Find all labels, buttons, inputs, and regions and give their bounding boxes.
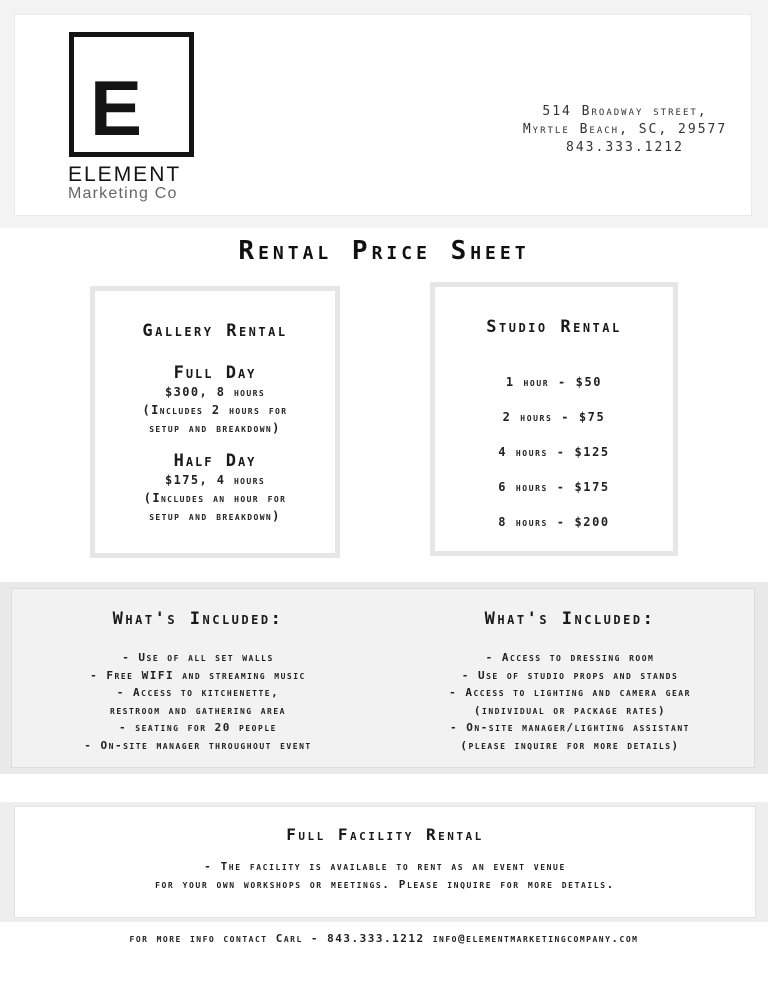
facility-line-2: for your own workshops or meetings. Please inquire for more details. — [155, 878, 615, 891]
half-day-price: $175, 4 hours — [164, 473, 266, 487]
list-item: - Use of all set walls — [122, 651, 274, 664]
address-city: Myrtle Beach, SC, 29577 — [522, 122, 728, 137]
rate-row: 4 hours - $125 — [498, 445, 610, 459]
studio-title: Studio Rental — [486, 317, 622, 337]
rate-row: 1 hour - $50 — [505, 375, 603, 389]
footer-contact: for more info contact Carl - 843.333.1212 info@elementmarketingcompany.com — [129, 932, 639, 945]
list-item: - Free WIFI and streaming music — [90, 668, 306, 682]
facility-title: Full Facility Rental — [286, 825, 484, 844]
included-panel — [11, 588, 755, 768]
full-day-note-2: setup and breakdown) — [149, 421, 281, 435]
logo-letter: E — [90, 64, 143, 152]
gallery-title: Gallery Rental — [142, 321, 288, 341]
header-card — [14, 14, 752, 216]
list-item: - On-site manager/lighting assistant — [449, 721, 691, 735]
full-day-note-1: (Includes 2 hours for — [142, 403, 288, 417]
half-day-label: Half Day — [173, 451, 257, 471]
studio-rental-card — [430, 282, 678, 556]
list-item: restroom and gathering area — [110, 703, 286, 717]
included-band — [0, 582, 768, 774]
address-block — [505, 103, 745, 157]
list-item: - Access to dressing room — [485, 651, 655, 664]
company-subtitle: Marketing Co — [68, 185, 178, 202]
studio-included-title: What's Included: — [484, 609, 656, 629]
full-day-label: Full Day — [173, 363, 257, 383]
rate-row: 2 hours - $75 — [502, 410, 606, 424]
half-day-note-1: (Includes an hour for — [143, 491, 287, 505]
list-item: - On-site manager throughout event — [84, 738, 312, 752]
half-day-note-2: setup and breakdown) — [149, 509, 281, 523]
gallery-included — [12, 589, 384, 755]
address-phone: 843.333.1212 — [566, 140, 684, 155]
gallery-rental-card — [90, 286, 340, 558]
facility-band — [0, 802, 768, 922]
list-item: (please inquire for more details) — [460, 738, 680, 752]
list-item: - seating for 20 people — [119, 721, 277, 735]
studio-rate-list — [435, 365, 673, 540]
rate-row: 6 hours - $175 — [498, 480, 610, 494]
list-item: (individual or package rates) — [473, 703, 667, 717]
rate-row: 8 hours - $200 — [498, 515, 610, 529]
company-name: ELEMENT — [68, 163, 182, 186]
header-band — [0, 0, 768, 228]
studio-included — [384, 589, 756, 755]
gallery-included-title: What's Included: — [112, 609, 284, 629]
facility-panel — [14, 806, 756, 918]
page-title: Rental Price Sheet — [238, 236, 530, 266]
full-day-price: $300, 8 hours — [164, 385, 266, 399]
logo-mark — [69, 32, 194, 157]
list-item: - Access to lighting and camera gear — [449, 686, 691, 700]
facility-line-1: - The facility is available to rent as an event venue — [204, 860, 566, 873]
address-street: 514 Broadway street, — [542, 104, 708, 119]
list-item: - Access to kitchenette, — [116, 686, 280, 700]
list-item: - Use of studio props and stands — [461, 668, 679, 682]
